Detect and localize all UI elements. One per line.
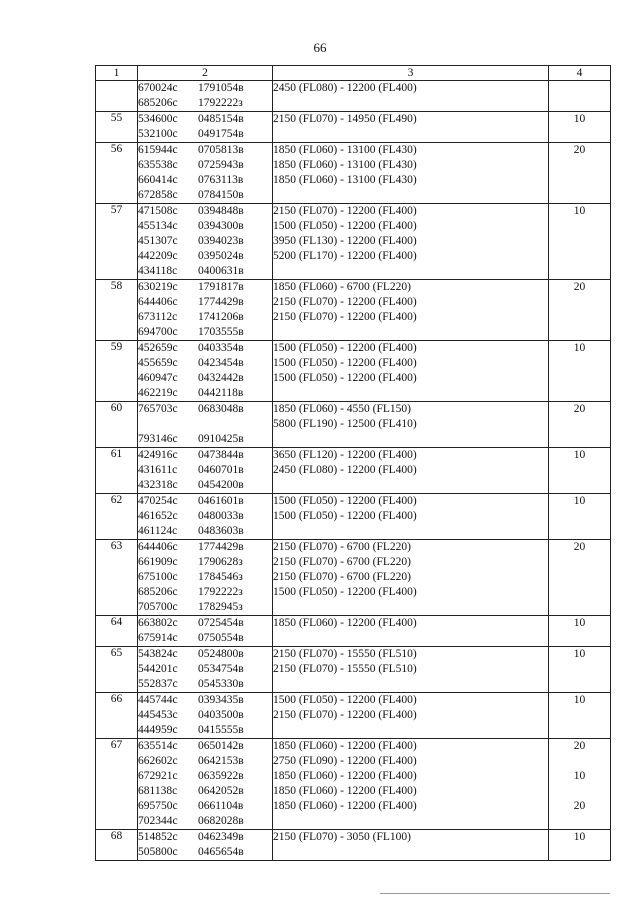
latitude: 672858с [138, 189, 178, 201]
value: 10 [573, 831, 586, 843]
longitude: 0403500в [198, 709, 244, 721]
row-number: 67 [96, 739, 138, 830]
coordinates-cell [138, 830, 273, 861]
longitude: 0650142в [198, 740, 244, 752]
latitude: 552837с [138, 678, 178, 690]
altitude-range-cell [273, 540, 549, 616]
longitude: 0423454в [198, 357, 244, 369]
altitude-range: 2150 (FL070) - 15550 (FL510) [273, 663, 417, 675]
value-cell [549, 280, 611, 341]
value-cell [549, 693, 611, 739]
latitude: 445453с [138, 709, 178, 721]
table-row [96, 448, 611, 494]
table-body [96, 81, 611, 861]
latitude: 424916с [138, 449, 178, 461]
table-row [96, 341, 611, 402]
row-number: 62 [96, 494, 138, 540]
coordinate-line [138, 264, 272, 279]
value-cell [549, 616, 611, 647]
coordinate-line [138, 432, 272, 447]
altitude-range: 2150 (FL070) - 12200 (FL400) [273, 311, 417, 323]
coordinate-line [138, 204, 272, 219]
longitude: 0524800в [198, 648, 244, 660]
coordinate-line [138, 754, 272, 769]
altitude-range: 1500 (FL050) - 12200 (FL400) [273, 372, 417, 384]
coordinate-line [138, 127, 272, 142]
coordinate-line [138, 647, 272, 662]
altitude-range-cell [273, 204, 549, 280]
altitude-range-cell [273, 693, 549, 739]
altitude-range: 1500 (FL050) - 12200 (FL400) [273, 510, 417, 522]
value: 10 [573, 113, 586, 125]
latitude: 675100с [138, 571, 178, 583]
column-header-4: 4 [549, 66, 611, 81]
altitude-range: 1850 (FL060) - 12200 (FL400) [273, 800, 417, 812]
altitude-range-cell [273, 647, 549, 693]
longitude: 0480033в [198, 510, 244, 522]
coordinates-cell [138, 143, 273, 204]
latitude: 452659с [138, 342, 178, 354]
value: 20 [573, 541, 586, 553]
longitude: 0661104в [198, 800, 244, 812]
latitude: 534600с [138, 113, 178, 125]
altitude-range-cell [273, 448, 549, 494]
longitude: 0491754в [198, 128, 244, 140]
table-row [96, 112, 611, 143]
coordinate-line [138, 585, 272, 600]
value [549, 754, 610, 769]
altitude-range-cell [273, 739, 549, 830]
coordinate-line [138, 188, 272, 203]
coordinate-line [138, 219, 272, 234]
value: 20 [573, 144, 586, 156]
value: 20 [573, 281, 586, 293]
coordinate-line [138, 814, 272, 829]
coordinate-line [138, 356, 272, 371]
altitude-range: 2450 (FL080) - 12200 (FL400) [273, 464, 417, 476]
longitude: 0784150в [198, 189, 244, 201]
altitude-range-cell [273, 280, 549, 341]
table-row [96, 204, 611, 280]
altitude-range: 2450 (FL080) - 12200 (FL400) [273, 82, 417, 94]
longitude: 0683048в [198, 403, 244, 415]
longitude: 1774429в [198, 541, 244, 553]
altitude-range: 2150 (FL070) - 12200 (FL400) [273, 709, 417, 721]
altitude-range: 2150 (FL070) - 6700 (FL220) [273, 541, 411, 553]
coordinates-cell [138, 616, 273, 647]
latitude: 630219с [138, 281, 178, 293]
latitude: 514852с [138, 831, 178, 843]
longitude: 0725454в [198, 617, 244, 629]
latitude: 685206с [138, 97, 178, 109]
longitude: 0400631в [198, 265, 244, 277]
value: 10 [573, 648, 586, 660]
altitude-range-cell [273, 830, 549, 861]
longitude: 0403354в [198, 342, 244, 354]
longitude: 0460701в [198, 464, 244, 476]
altitude-range-cell [273, 616, 549, 647]
latitude: 685206с [138, 586, 178, 598]
coordinate-line [138, 555, 272, 570]
latitude: 442209с [138, 250, 178, 262]
value-cell [549, 494, 611, 540]
latitude: 532100с [138, 128, 178, 140]
altitude-range: 1850 (FL060) - 13100 (FL430) [273, 144, 417, 156]
altitude-range: 1850 (FL060) - 12200 (FL400) [273, 785, 417, 797]
altitude-range: 1500 (FL050) - 12200 (FL400) [273, 220, 417, 232]
row-number: 55 [96, 112, 138, 143]
value-cell [549, 448, 611, 494]
longitude: 0462349в [198, 831, 244, 843]
longitude: 0725943в [198, 159, 244, 171]
value: 20 [573, 800, 586, 812]
latitude: 505800с [138, 846, 178, 858]
longitude: 0395024в [198, 250, 244, 262]
row-number: 68 [96, 830, 138, 861]
longitude: 0682028в [198, 815, 244, 827]
longitude: 0763113в [198, 174, 244, 186]
table-row [96, 143, 611, 204]
latitude: 431611с [138, 464, 178, 476]
coordinates-cell [138, 204, 273, 280]
value-cell [549, 739, 611, 830]
row-number: 63 [96, 540, 138, 616]
altitude-range: 1500 (FL050) - 12200 (FL400) [273, 586, 417, 598]
row-number: 56 [96, 143, 138, 204]
value: 10 [573, 342, 586, 354]
coordinate-line [138, 371, 272, 386]
airspace-table [95, 65, 611, 861]
coordinate-line [138, 234, 272, 249]
coordinate-line [138, 386, 272, 401]
altitude-range: 5200 (FL170) - 12200 (FL400) [273, 250, 417, 262]
coordinate-line [138, 341, 272, 356]
coordinate-line [138, 830, 272, 845]
value: 10 [573, 205, 586, 217]
longitude: 0642052в [198, 785, 244, 797]
coordinates-cell [138, 341, 273, 402]
coordinate-line [138, 784, 272, 799]
latitude: 543824с [138, 648, 178, 660]
value: 10 [573, 449, 586, 461]
altitude-range: 1500 (FL050) - 12200 (FL400) [273, 495, 417, 507]
altitude-range: 1850 (FL060) - 4550 (FL150) [273, 403, 411, 415]
coordinate-line [138, 509, 272, 524]
table-row [96, 693, 611, 739]
longitude: 0473844в [198, 449, 244, 461]
latitude: 672921с [138, 770, 178, 782]
latitude: 673112с [138, 311, 178, 323]
coordinate-line [138, 799, 272, 814]
latitude: 675914с [138, 632, 178, 644]
value [549, 81, 610, 96]
value: 10 [573, 694, 586, 706]
coordinate-line [138, 478, 272, 493]
longitude: 0910425в [198, 433, 244, 445]
value-cell [549, 402, 611, 448]
value-cell [549, 540, 611, 616]
coordinates-cell [138, 540, 273, 616]
coordinate-line [138, 143, 272, 158]
coordinates-cell [138, 494, 273, 540]
coordinates-cell [138, 112, 273, 143]
coordinate-line [138, 249, 272, 264]
row-number: 60 [96, 402, 138, 448]
coordinate-line [138, 845, 272, 860]
altitude-range: 2750 (FL090) - 12200 (FL400) [273, 755, 417, 767]
row-number: 58 [96, 280, 138, 341]
column-header-1: 1 [96, 66, 138, 81]
altitude-range: 2150 (FL070) - 6700 (FL220) [273, 556, 411, 568]
latitude: 644406с [138, 296, 178, 308]
row-number: 64 [96, 616, 138, 647]
altitude-range: 2150 (FL070) - 14950 (FL490) [273, 113, 417, 125]
altitude-range-cell [273, 112, 549, 143]
altitude-range: 1500 (FL050) - 12200 (FL400) [273, 342, 417, 354]
latitude: 702344с [138, 815, 178, 827]
longitude: 0454200в [198, 479, 244, 491]
coordinate-line [138, 677, 272, 692]
longitude: 0432442в [198, 372, 244, 384]
coordinate-line [138, 708, 272, 723]
altitude-range-cell [273, 494, 549, 540]
latitude: 461124с [138, 525, 178, 537]
coordinate-line [138, 280, 272, 295]
coordinate-line [138, 295, 272, 310]
latitude: 470254с [138, 495, 178, 507]
longitude: 1792222з [198, 586, 243, 598]
longitude: 0394300в [198, 220, 244, 232]
latitude: 445744с [138, 694, 178, 706]
coordinate-line [138, 173, 272, 188]
altitude-range-cell [273, 81, 549, 112]
coordinate-line [138, 616, 272, 631]
coordinate-line [138, 325, 272, 340]
table-row [96, 540, 611, 616]
coordinate-line [138, 463, 272, 478]
value: 10 [573, 495, 586, 507]
value-cell [549, 204, 611, 280]
altitude-range: 1850 (FL060) - 13100 (FL430) [273, 174, 417, 186]
latitude: 455134с [138, 220, 178, 232]
value: 10 [573, 770, 586, 782]
latitude: 462219с [138, 387, 178, 399]
page-number: 66 [313, 40, 327, 55]
longitude: 0635922в [198, 770, 244, 782]
latitude: 455659с [138, 357, 178, 369]
coordinate-line [138, 540, 272, 555]
latitude: 663802с [138, 617, 178, 629]
coordinate-line [138, 693, 272, 708]
longitude: 0461601в [198, 495, 244, 507]
longitude: 1790628з [198, 556, 243, 568]
coordinate-line [138, 739, 272, 754]
altitude-range: 1850 (FL060) - 12200 (FL400) [273, 617, 417, 629]
coordinate-line [138, 112, 272, 127]
table-row [96, 81, 611, 112]
coordinate-line [138, 723, 272, 738]
longitude: 0394023в [198, 235, 244, 247]
table-row [96, 280, 611, 341]
latitude: 694700с [138, 326, 178, 338]
longitude: 1784546з [198, 571, 243, 583]
altitude-range: 2150 (FL070) - 15550 (FL510) [273, 648, 417, 660]
longitude: 0534754в [198, 663, 244, 675]
coordinate-line [138, 448, 272, 463]
coordinates-cell [138, 402, 273, 448]
coordinate-line [138, 769, 272, 784]
value-cell [549, 830, 611, 861]
longitude: 1741206в [198, 311, 244, 323]
longitude: 0465654в [198, 846, 244, 858]
altitude-range-cell [273, 143, 549, 204]
row-number: 65 [96, 647, 138, 693]
coordinate-line [138, 310, 272, 325]
row-number: 59 [96, 341, 138, 402]
latitude: 681138с [138, 785, 178, 797]
value: 20 [573, 403, 586, 415]
longitude: 1703555в [198, 326, 244, 338]
table-row [96, 402, 611, 448]
latitude: 662602с [138, 755, 178, 767]
altitude-range: 1500 (FL050) - 12200 (FL400) [273, 357, 417, 369]
latitude: 695750с [138, 800, 178, 812]
altitude-range: 2150 (FL070) - 6700 (FL220) [273, 571, 411, 583]
value-cell [549, 143, 611, 204]
altitude-range: 2150 (FL070) - 12200 (FL400) [273, 205, 417, 217]
value-cell [549, 112, 611, 143]
longitude: 0642153в [198, 755, 244, 767]
altitude-range: 3950 (FL130) - 12200 (FL400) [273, 235, 417, 247]
longitude: 0415555в [198, 724, 244, 736]
coordinate-line [138, 158, 272, 173]
altitude-range: 2150 (FL070) - 3050 (FL100) [273, 831, 411, 843]
coordinate-line [138, 402, 272, 417]
table-header [96, 66, 611, 81]
latitude: 793146с [138, 433, 178, 445]
longitude: 1792222з [198, 97, 243, 109]
latitude: 461652с [138, 510, 178, 522]
altitude-range: 5800 (FL190) - 12500 (FL410) [273, 418, 417, 430]
latitude: 451307с [138, 235, 178, 247]
coordinate-line [138, 631, 272, 646]
longitude: 1774429в [198, 296, 244, 308]
altitude-range: 2150 (FL070) - 12200 (FL400) [273, 296, 417, 308]
value-cell [549, 341, 611, 402]
coordinate-line [138, 524, 272, 539]
altitude-range: 3650 (FL120) - 12200 (FL400) [273, 449, 417, 461]
latitude: 660414с [138, 174, 178, 186]
table-row [96, 647, 611, 693]
longitude: 0393435в [198, 694, 244, 706]
altitude-range: 1850 (FL060) - 6700 (FL220) [273, 281, 411, 293]
coordinates-cell [138, 693, 273, 739]
table-row [96, 739, 611, 830]
table-row [96, 494, 611, 540]
latitude: 615944с [138, 144, 178, 156]
coordinates-cell [138, 448, 273, 494]
coordinate-line [138, 417, 272, 432]
coordinate-line [138, 600, 272, 615]
coordinates-cell [138, 280, 273, 341]
value: 20 [573, 740, 586, 752]
coordinates-cell [138, 81, 273, 112]
altitude-range-cell [273, 341, 549, 402]
altitude-range-cell [273, 402, 549, 448]
coordinate-line [138, 570, 272, 585]
latitude: 635514с [138, 740, 178, 752]
value: 10 [573, 617, 586, 629]
latitude: 432318с [138, 479, 178, 491]
longitude: 0485154в [198, 113, 244, 125]
coordinate-line [138, 81, 272, 96]
altitude-range: 1500 (FL050) - 12200 (FL400) [273, 694, 417, 706]
longitude: 0483603в [198, 525, 244, 537]
latitude: 544201с [138, 663, 178, 675]
row-number: 61 [96, 448, 138, 494]
coordinate-line [138, 662, 272, 677]
bottom-rule [380, 893, 610, 894]
row-number: 57 [96, 204, 138, 280]
table-row [96, 830, 611, 861]
latitude: 765703с [138, 403, 178, 415]
coordinate-line [138, 96, 272, 111]
latitude: 460947с [138, 372, 178, 384]
latitude: 471508с [138, 205, 178, 217]
coordinate-line [138, 494, 272, 509]
latitude: 434118с [138, 265, 178, 277]
altitude-range: 1850 (FL060) - 12200 (FL400) [273, 770, 417, 782]
coordinates-cell [138, 739, 273, 830]
latitude: 444959с [138, 724, 178, 736]
column-header-3: 3 [273, 66, 549, 81]
row-number [96, 81, 138, 112]
longitude: 0705813в [198, 144, 244, 156]
latitude: 670024с [138, 82, 178, 94]
value-cell [549, 81, 611, 112]
longitude: 0394848в [198, 205, 244, 217]
latitude: 644406с [138, 541, 178, 553]
altitude-range: 1850 (FL060) - 13100 (FL430) [273, 159, 417, 171]
altitude-range: 1850 (FL060) - 12200 (FL400) [273, 740, 417, 752]
coordinates-cell [138, 647, 273, 693]
latitude: 661909с [138, 556, 178, 568]
value-cell [549, 647, 611, 693]
longitude: 1782945з [198, 601, 243, 613]
longitude: 1791054в [198, 82, 244, 94]
longitude: 0750554в [198, 632, 244, 644]
table-row [96, 616, 611, 647]
longitude: 1791817в [198, 281, 244, 293]
column-header-2: 2 [138, 66, 273, 81]
longitude: 0442118в [198, 387, 244, 399]
row-number: 66 [96, 693, 138, 739]
value [549, 784, 610, 799]
longitude: 0545330в [198, 678, 244, 690]
latitude: 705700с [138, 601, 178, 613]
latitude: 635538с [138, 159, 178, 171]
